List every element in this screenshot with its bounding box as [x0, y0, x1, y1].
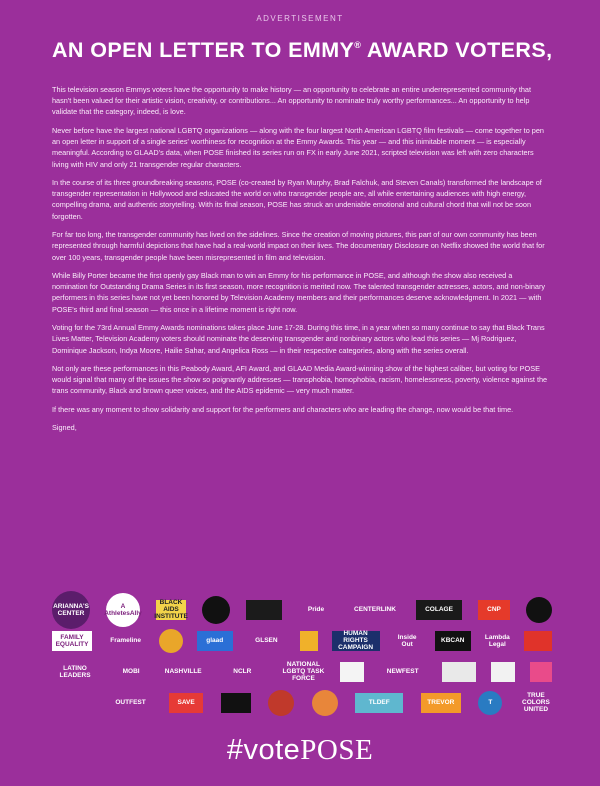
transgender-law-center-logo — [52, 693, 92, 713]
logo-row — [52, 656, 552, 687]
trevor-logo: TREVOR — [421, 693, 461, 713]
title-text-start: AN OPEN LETTER TO EMMY — [52, 38, 355, 62]
page-title — [52, 38, 562, 63]
logo-row — [52, 625, 552, 656]
inside-out-logo: Inside Out — [393, 631, 421, 651]
national-lgbtq-task-force-logo: NATIONAL LGBTQ TASK FORCE — [282, 661, 325, 682]
paragraph-2: Never before have the largest national LGBTQ organizations — along with the four largest North American LGBTQ film festivals — come together to pen an open letter in support of a single series' worthiness for recognition at the Emmy Awards. This year — and this inimitable moment — is especially meaningful. According to GLAAD's data, when POSE finished its series run on FX in early June 2021, scripted television was left with zero characters living with HIV and only 21 transgender regular characters. — [52, 125, 544, 169]
paragraph-8: If there was any moment to show solidarity and support for the performers and characters who are leading the change, now would be that time. — [52, 404, 514, 414]
arianna-center-logo: ARIANNA'S CENTER — [52, 591, 90, 629]
tldef-logo: TLDEF — [355, 693, 403, 713]
paragraph-7: Not only are these performances in this Peabody Award, AFI Award, and GLAAD Media Award-winning show of the highest caliber, but voting for POSE would signal that many of the issues the show so poignantly addresses — transphobia, homophobia, racism, homelessness, poverty, violence against the trans community, Black and brown queer voices, and the AIDS epidemic — very much matter. — [52, 364, 548, 396]
family-equality-logo: FAMILY EQUALITY — [52, 631, 92, 651]
frameline-logo: Frameline — [106, 631, 146, 651]
colorful-logo — [530, 662, 552, 682]
lambda-legal-logo: Lambda Legal — [484, 631, 510, 651]
gold-seal-logo — [159, 629, 183, 653]
red-square-logo — [524, 631, 552, 651]
paragraph-5: While Billy Porter became the first openly gay Black man to win an Emmy for his performance in POSE, and although the show also received a nomination for Outstanding Drama Series in its first season, more recognition is merited now. The talented transgender actresses, actors, and non-binary performers in this series have not yet been honored by Television Academy members and their performances deserve acknowledgment. In 2021 — with POSE's third and final season — this once in a lifetime moment is right now. — [52, 271, 546, 314]
hashtag-prefix: #vote — [226, 734, 301, 766]
rainbow-flag-logo — [300, 631, 318, 651]
logo-row — [52, 687, 552, 718]
glaad-logo: glaad — [197, 631, 233, 651]
hashtag-show: POSE — [300, 734, 374, 766]
mobi-logo: MOBI — [113, 662, 149, 682]
glsen-logo: GLSEN — [246, 631, 286, 651]
letter-body — [52, 84, 550, 441]
black-aids-institute-logo: BLACK AIDS INSTITUTE — [154, 599, 188, 620]
true-colors-logo: TRUE COLORS UNITED — [520, 693, 552, 713]
paragraph-1: This television season Emmys voters have the opportunity to make history — an opportunity to celebrate an entire underrepresented community that hasn't been valued for their artistic vision, creativity, or contributions... An opportunity to nominate truly worthy performances... An opportunity to help validate that the category, indeed, is love. — [52, 85, 532, 117]
centerlink-logo: CENTERLINK — [350, 600, 400, 620]
dark-shape-logo — [246, 600, 282, 620]
title-text-end: AWARD VOTERS, — [361, 38, 553, 62]
outfest-logo: OUTFEST — [110, 693, 152, 713]
circular-emblem-logo — [202, 596, 230, 624]
nclr-logo: NCLR — [217, 662, 267, 682]
black-play-logo — [221, 693, 251, 713]
signed-line: Signed, — [52, 423, 77, 433]
round-badge-logo — [526, 597, 552, 623]
latino-leaders-logo: LATINO LEADERS — [52, 662, 98, 682]
hashtag-vote-pose — [0, 734, 600, 767]
newfest-logo: NEWFEST — [379, 662, 427, 682]
orange-ring-logo — [312, 690, 338, 716]
paragraph-3: In the course of its three groundbreaking seasons, POSE (co-created by Ryan Murphy, Brad Falchuk, and Steven Canals) transformed the landscape of transgender representation in Hollywood and educated the world on who transgender people are, all while entertaining audiences with high energy, compelling drama, and authentic storytelling. With its final season, POSE has struck an undeniable emotional and cultural chord that will not be soon forgotten. — [52, 178, 542, 221]
colage-logo: COLAGE — [416, 600, 462, 620]
athletes-ally-logo: A AthletesAlly — [106, 593, 140, 627]
kbcan-logo: KBCAN — [435, 631, 471, 651]
paragraph-4: For far too long, the transgender community has lived on the sidelines. Since the creation of moving pictures, this part of our own community has been represented through harmful depictions that have had a real-world impact on their lives. The documentary Disclosure on Netflix showed the world that for over 100 years, transgender people have been misrepresented in film and television. — [52, 230, 545, 262]
pride-logo: Pride — [298, 600, 334, 620]
circle-t-logo: T — [478, 691, 502, 715]
paragraph-6: Voting for the 73rd Annual Emmy Awards nominations takes place June 17-28. During this time, in a year when so many continue to say that Black Trans Lives Matter, Television Academy voters should nominate the deserving transgender and nonbinary actors who lead this series — Mj Rodriguez, Dominique Jackson, Indya Moore, Hailie Sahar, and Angelica Ross — in their respective categories, along with the series overall. — [52, 323, 545, 355]
nashville-logo: NASHVILLE — [164, 662, 202, 682]
registered-mark: ® — [354, 40, 362, 50]
cnp-logo: CNP — [478, 600, 510, 620]
logo-grid — [52, 594, 552, 718]
stripe-logo — [491, 662, 515, 682]
red-circle-logo — [268, 690, 294, 716]
logo-row — [52, 594, 552, 625]
outfest-badge-logo — [340, 662, 364, 682]
city-skyline-logo — [442, 662, 476, 682]
advertisement-label: ADVERTISEMENT — [256, 14, 344, 23]
save-logo: SAVE — [169, 693, 203, 713]
hrc-logo: HUMAN RIGHTS CAMPAIGN — [332, 631, 380, 651]
